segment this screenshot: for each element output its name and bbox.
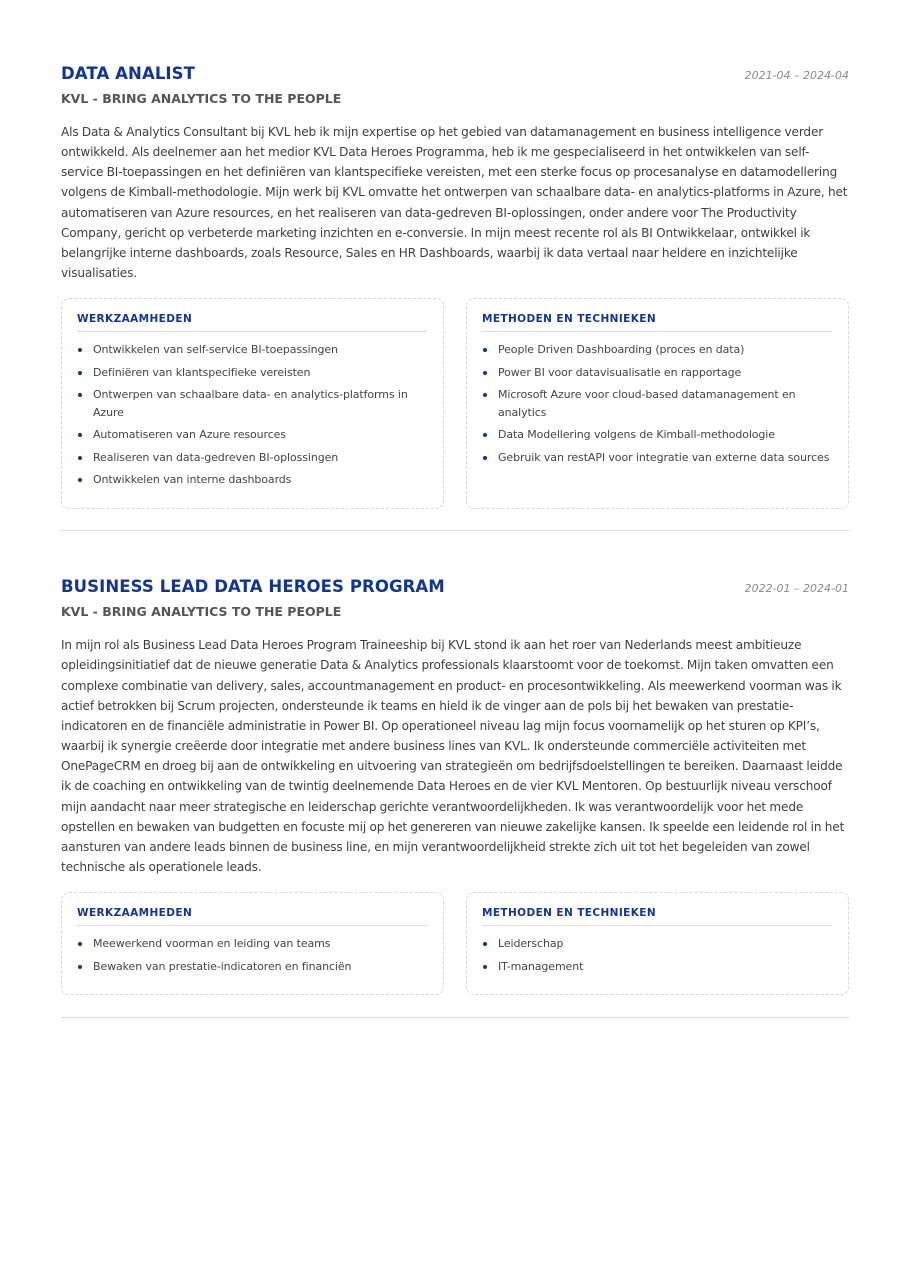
- list-item: IT-management: [482, 958, 832, 976]
- list-item: Ontwikkelen van self-service BI-toepassingen: [77, 341, 427, 359]
- bullet-icon: [483, 942, 487, 946]
- list-item: Definiëren van klantspecifieke vereisten: [77, 364, 427, 382]
- job-dates: 2021-04 – 2024-04: [744, 69, 849, 82]
- list-item: Realiseren van data-gedreven BI-oplossingen: [77, 449, 427, 467]
- list-item: Meewerkend voorman en leiding van teams: [77, 935, 427, 953]
- job-header: [61, 577, 849, 599]
- bullet-icon: [78, 371, 82, 375]
- bullet-icon: [78, 348, 82, 352]
- bullet-icon: [78, 478, 82, 482]
- job-title: BUSINESS LEAD DATA HEROES PROGRAM: [61, 577, 445, 597]
- bullet-icon: [483, 371, 487, 375]
- list-item: Microsoft Azure voor cloud-based datamanagement en analytics: [482, 386, 832, 422]
- list-item: Gebruik van restAPI voor integratie van externe data sources: [482, 449, 832, 467]
- job-description: Als Data & Analytics Consultant bij KVL heb ik mijn expertise op het gebied van datamanagement en business intelligence verder ontwikkeld. Als deelnemer aan het medior KVL Data Heroes Programma, heb ik me gespecialiseerd in het ontwikkelen van self-service BI-toepassingen en het definiëren van klantspecifieke vereisten, met een sterke focus op procesanalyse en datamodellering volgens de Kimball-methodologie. Mijn werk bij KVL omvatte het ontwerpen van schaalbare data- en analytics-platforms in Azure, het automatiseren van Azure resources, en het realiseren van data-gedreven BI-oplossingen, onder andere voor The Productivity Company, gericht op verbeterde marketing inzichten en e-conversie. In mijn meest recente rol als BI Ontwikkelaar, ontwikkel ik belangrijke interne dashboards, zoals Resource, Sales en HR Dashboards, waarbij ik data vertaal naar heldere en inzichtelijke visualisaties.: [61, 125, 848, 281]
- bullet-icon: [483, 965, 487, 969]
- werkzaamheden-box: [61, 892, 444, 995]
- list-item: Bewaken van prestatie-indicatoren en financiën: [77, 958, 427, 976]
- werkzaamheden-box: [61, 298, 444, 509]
- werkzaamheden-title: WERKZAAMHEDEN: [77, 313, 427, 332]
- job-title: DATA ANALIST: [61, 64, 196, 83]
- bullet-icon: [78, 942, 82, 946]
- werkzaamheden-list: [77, 341, 427, 489]
- bullet-icon: [78, 965, 82, 969]
- bullet-icon: [78, 433, 82, 437]
- methoden-box: [466, 298, 849, 509]
- list-item: Automatiseren van Azure resources: [77, 426, 427, 444]
- methoden-box: [466, 892, 849, 995]
- job-entry-business-lead: [61, 531, 849, 1018]
- list-item: Power BI voor datavisualisatie en rapportage: [482, 364, 832, 382]
- bullet-icon: [78, 456, 82, 460]
- bullet-icon: [483, 433, 487, 437]
- werkzaamheden-title: WERKZAAMHEDEN: [77, 907, 427, 926]
- list-item: Ontwerpen van schaalbare data- en analytics-platforms in Azure: [77, 386, 427, 422]
- werkzaamheden-list: [77, 935, 427, 975]
- list-item: Data Modellering volgens de Kimball-methodologie: [482, 426, 832, 444]
- list-item: Ontwikkelen van interne dashboards: [77, 471, 427, 489]
- job-company: KVL - BRING ANALYTICS TO THE PEOPLE: [61, 91, 342, 106]
- methoden-title: METHODEN EN TECHNIEKEN: [482, 907, 832, 926]
- bullet-icon: [78, 393, 82, 397]
- bullet-icon: [483, 348, 487, 352]
- bullet-icon: [483, 456, 487, 460]
- list-item: Leiderschap: [482, 935, 832, 953]
- job-header: [61, 64, 849, 86]
- job-detail-boxes: [61, 892, 849, 995]
- job-company: KVL - BRING ANALYTICS TO THE PEOPLE: [61, 604, 342, 620]
- list-item: People Driven Dashboarding (proces en data): [482, 341, 832, 359]
- bullet-icon: [483, 393, 487, 397]
- methoden-list: [482, 341, 832, 467]
- methoden-title: METHODEN EN TECHNIEKEN: [482, 313, 832, 332]
- methoden-list: [482, 935, 832, 975]
- job-description: In mijn rol als Business Lead Data Heroes Program Traineeship bij KVL stond ik aan het roer van Nederlands meest ambitieuze opleidingsinitiatief dat de nieuwe generatie Data & Analytics professionals klaarstoomt voor de toekomst. Mijn taken omvatten een complexe combinatie van delivery, sales, accountmanagement en product- en procesontwikkeling. Als meewerkend voorman was ik actief betrokken bij Scrum projecten, ondersteunde ik teams en hield ik de vinger aan de pols bij het bewaken van prestatie-indicatoren en de financiële administratie in Power BI. Op operationeel niveau lag mijn focus voornamelijk op het sturen op KPI’s, waarbij ik synergie creëerde door integratie met andere business lines van KVL. Ik ondersteunde commerciële activiteiten met OnePageCRM en droeg bij aan de ontwikkeling en uitvoering van strategieën om bedrijfsdoelstellingen te bereiken. Daarnaast leidde ik de coaching en ontwikkeling van de twintig deelnemende Data Heroes en de vier KVL Mentoren. Op bestuurlijk niveau verschoof mijn aandacht naar meer strategische en leiderschap gerichte verantwoordelijkheden. Ik was verantwoordelijk voor het mede opstellen en bewaken van budgetten en focuste mij op het genereren van nieuwe zakelijke kansen. Ik speelde een leidende rol in het aansturen van andere leads binnen de business line, en mijn verantwoordelijkheid strekte zich uit tot het begeleiden van zowel technische als operationele leads.: [61, 638, 845, 874]
- job-entry-data-analist: [61, 0, 849, 531]
- job-dates: 2022-01 – 2024-01: [744, 582, 849, 596]
- job-detail-boxes: [61, 298, 849, 509]
- section-divider: [61, 1017, 849, 1018]
